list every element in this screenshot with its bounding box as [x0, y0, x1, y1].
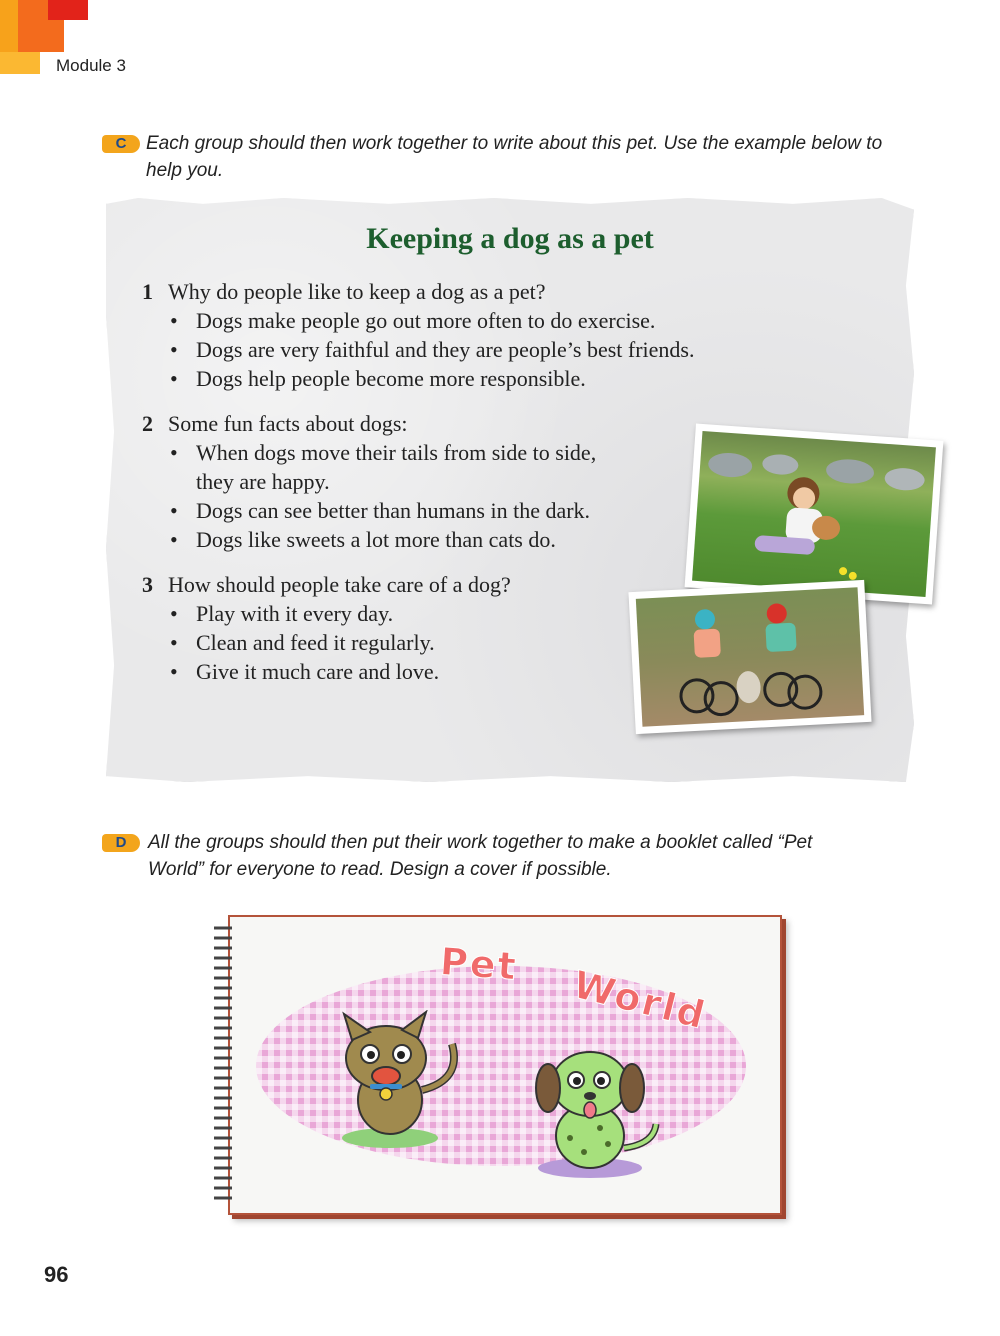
bullet: • — [170, 659, 178, 684]
card-title: Keeping a dog as a pet — [366, 222, 654, 255]
item-text: When dogs move their tails from side to side, — [196, 440, 597, 465]
photo-child-with-puppy — [685, 424, 944, 605]
question-number: 1 — [142, 279, 153, 304]
section-d-badge: D — [102, 834, 140, 852]
list-item — [170, 601, 393, 627]
item-text: Dogs help people become more responsible. — [196, 366, 586, 391]
list-item — [170, 308, 655, 334]
bullet: • — [170, 440, 178, 465]
cover-title-world: World — [568, 962, 711, 1038]
item-text: Play with it every day. — [196, 601, 394, 626]
question-3 — [142, 572, 511, 598]
question-text: How should people take care of a dog? — [168, 572, 511, 597]
list-item — [170, 659, 439, 685]
question-1 — [142, 279, 546, 305]
cover-title-pet: Pet — [438, 939, 520, 989]
list-item — [170, 527, 556, 553]
list-item-continued — [170, 469, 330, 495]
bullet: • — [170, 366, 178, 391]
question-number: 3 — [142, 572, 153, 597]
list-item — [170, 337, 695, 363]
spiral-binding — [210, 922, 238, 1207]
photo-cyclists-with-dog — [628, 580, 871, 734]
bullet: • — [170, 337, 178, 362]
item-text: Give it much care and love. — [196, 659, 440, 684]
bullet: • — [170, 308, 178, 333]
item-text: Dogs make people go out more often to do exercise. — [196, 308, 656, 333]
section-c-instruction: Each group should then work together to write about this pet. Use the example below to help you. — [146, 133, 883, 181]
question-2 — [142, 411, 408, 437]
item-text: Dogs can see better than humans in the dark. — [196, 498, 591, 523]
module-label: Module 3 — [56, 56, 126, 75]
dog-illustration — [520, 1040, 670, 1180]
list-item — [170, 366, 586, 392]
item-text: Dogs like sweets a lot more than cats do. — [196, 527, 556, 552]
instruction-line: World” for everyone to read. Design a cover if possible. — [148, 859, 612, 880]
bullet: • — [170, 498, 178, 523]
list-item — [170, 498, 590, 524]
item-text: Clean and feed it regularly. — [196, 630, 435, 655]
question-text: Some fun facts about dogs: — [168, 411, 408, 436]
bullet: • — [170, 601, 178, 626]
section-d-instruction — [148, 829, 938, 883]
cat-illustration — [330, 1010, 480, 1150]
item-text: they are happy. — [196, 469, 330, 494]
page-number: 96 — [44, 1262, 69, 1287]
list-item — [170, 630, 435, 656]
list-item — [170, 440, 596, 466]
section-c-badge: C — [102, 135, 140, 153]
bullet: • — [170, 630, 178, 655]
bullet: • — [170, 527, 178, 552]
question-text: Why do people like to keep a dog as a pet? — [168, 279, 546, 304]
instruction-line: All the groups should then put their work together to make a booklet called “Pet — [148, 832, 813, 853]
question-number: 2 — [142, 411, 153, 436]
item-text: Dogs are very faithful and they are people’s best friends. — [196, 337, 695, 362]
